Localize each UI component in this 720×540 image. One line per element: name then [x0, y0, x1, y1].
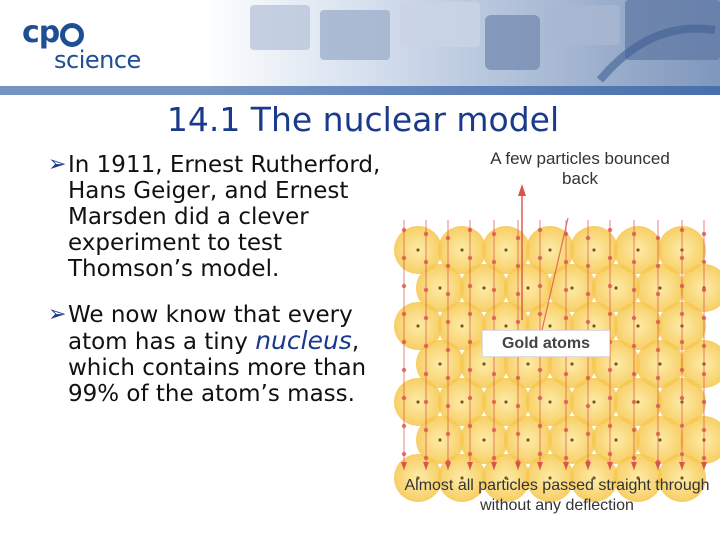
label-passed-through: Almost all particles passed straight through without any deflection [404, 477, 710, 514]
atom-nucleus [504, 248, 507, 251]
alpha-particle [632, 428, 636, 432]
alpha-particle [702, 344, 706, 348]
alpha-particle [702, 428, 706, 432]
rutherford-diagram [390, 140, 720, 530]
alpha-particle [424, 260, 428, 264]
atom-nucleus [504, 400, 507, 403]
alpha-particle [516, 404, 520, 408]
alpha-particle [680, 256, 684, 260]
alpha-particle [516, 292, 520, 296]
atom-nucleus [548, 324, 551, 327]
alpha-particle [468, 228, 472, 232]
alpha-particle [680, 312, 684, 316]
alpha-particle [608, 368, 612, 372]
atom-nucleus [438, 438, 441, 441]
atom-nucleus [460, 324, 463, 327]
atom-nucleus [526, 286, 529, 289]
alpha-particle [446, 348, 450, 352]
logo-cpo [22, 15, 141, 50]
alpha-particle [492, 260, 496, 264]
bullet-text-prefix: We now know that every atom has a tiny [68, 302, 353, 355]
label-gold-atoms: Gold atoms [482, 330, 610, 357]
alpha-particle [468, 396, 472, 400]
atom-nucleus [570, 286, 573, 289]
alpha-particle [608, 312, 612, 316]
alpha-particle [446, 292, 450, 296]
alpha-particle [424, 344, 428, 348]
alpha-particle [492, 456, 496, 460]
arrow-bullet-icon: ➢ [48, 302, 67, 327]
alpha-particle [424, 232, 428, 236]
atom-nucleus [504, 324, 507, 327]
alpha-particle [468, 424, 472, 428]
alpha-particle [424, 428, 428, 432]
alpha-particle [586, 432, 590, 436]
alpha-particle [586, 404, 590, 408]
alpha-particle [656, 292, 660, 296]
bullet-item [48, 152, 393, 282]
atom-nucleus [658, 286, 661, 289]
alpha-particle [492, 400, 496, 404]
alpha-particle [632, 344, 636, 348]
atom-nucleus [636, 400, 639, 403]
alpha-particle [702, 232, 706, 236]
alpha-particle [492, 288, 496, 292]
alpha-particle [656, 236, 660, 240]
alpha-particle [492, 232, 496, 236]
alpha-particle [632, 260, 636, 264]
alpha-particle [564, 400, 568, 404]
atom-nucleus [416, 248, 419, 251]
bullet-text: In 1911, Ernest Rutherford, Hans Geiger, and Ernest Marsden did a clever experiment to test Thomson’s model. [68, 152, 381, 282]
alpha-particle [516, 376, 520, 380]
alpha-particle [468, 368, 472, 372]
atom-nucleus [482, 362, 485, 365]
alpha-particle [446, 320, 450, 324]
bullet-emphasis: nucleus [255, 326, 352, 355]
atom-nucleus [592, 324, 595, 327]
alpha-particle [656, 404, 660, 408]
logo-science: science [54, 46, 141, 74]
logo-cpo-text: cp [22, 15, 60, 50]
alpha-particle [586, 376, 590, 380]
alpha-particle [632, 372, 636, 376]
alpha-particle [608, 284, 612, 288]
alpha-particle [680, 284, 684, 288]
bullet-list [48, 152, 393, 427]
atom-nucleus [416, 400, 419, 403]
atom-nucleus [592, 400, 595, 403]
slide-title: 14.1 The nuclear model [166, 100, 560, 139]
alpha-particle [564, 428, 568, 432]
alpha-particle [402, 424, 406, 428]
alpha-particle [564, 456, 568, 460]
atom-nucleus [570, 362, 573, 365]
atom-nucleus [416, 324, 419, 327]
alpha-particle [702, 260, 706, 264]
alpha-particle [656, 432, 660, 436]
alpha-particle [538, 256, 542, 260]
alpha-particle [608, 228, 612, 232]
alpha-particle [468, 256, 472, 260]
alpha-particle [564, 260, 568, 264]
alpha-particle [402, 228, 406, 232]
alpha-particle [586, 292, 590, 296]
atom-nucleus [526, 438, 529, 441]
alpha-particle [608, 424, 612, 428]
bullet-item [48, 302, 393, 407]
alpha-particle [702, 456, 706, 460]
alpha-particle [680, 452, 684, 456]
alpha-particle [680, 228, 684, 232]
alpha-particle [538, 228, 542, 232]
alpha-particle [424, 456, 428, 460]
alpha-particle [424, 400, 428, 404]
cpo-science-logo [22, 15, 141, 74]
atom-nucleus [636, 248, 639, 251]
atom-nucleus [460, 400, 463, 403]
alpha-particle [632, 316, 636, 320]
alpha-particle [538, 452, 542, 456]
atom-nucleus [460, 248, 463, 251]
alpha-particle [564, 372, 568, 376]
alpha-particle [446, 236, 450, 240]
alpha-particle [538, 396, 542, 400]
alpha-particle [632, 288, 636, 292]
alpha-particle [656, 376, 660, 380]
atom-nucleus [482, 286, 485, 289]
alpha-particle [564, 288, 568, 292]
atom-nucleus [548, 400, 551, 403]
atom-nucleus [438, 362, 441, 365]
alpha-particle [516, 264, 520, 268]
atom-nucleus [614, 286, 617, 289]
alpha-particle [680, 424, 684, 428]
atom-nucleus [570, 438, 573, 441]
alpha-particle [702, 288, 706, 292]
alpha-particle [656, 264, 660, 268]
alpha-particle [402, 396, 406, 400]
atom-nucleus [658, 362, 661, 365]
alpha-particle [538, 312, 542, 316]
header-banner [0, 0, 720, 95]
alpha-particle [402, 452, 406, 456]
alpha-particle [680, 396, 684, 400]
alpha-particle [402, 368, 406, 372]
alpha-particle [632, 232, 636, 236]
alpha-particle [538, 284, 542, 288]
alpha-particle [492, 372, 496, 376]
alpha-particle [402, 256, 406, 260]
atom-nucleus [482, 438, 485, 441]
alpha-particle [702, 372, 706, 376]
alpha-particle [586, 320, 590, 324]
label-bounced-back: A few particles bounced back [490, 149, 670, 188]
alpha-particle [468, 312, 472, 316]
alpha-particle [608, 452, 612, 456]
arrow-bullet-icon: ➢ [48, 152, 67, 177]
atom-nucleus [548, 248, 551, 251]
logo-o-ring [60, 23, 84, 47]
alpha-particle [446, 404, 450, 408]
alpha-particle [680, 368, 684, 372]
alpha-particle [632, 456, 636, 460]
alpha-particle [516, 236, 520, 240]
alpha-particle [446, 264, 450, 268]
atom-nucleus [614, 438, 617, 441]
alpha-particle [538, 424, 542, 428]
atom-nucleus [658, 438, 661, 441]
alpha-particle [656, 320, 660, 324]
alpha-particle [680, 340, 684, 344]
alpha-particle [564, 316, 568, 320]
alpha-particle [424, 316, 428, 320]
alpha-particle [632, 400, 636, 404]
alpha-particle [446, 432, 450, 436]
atom-nucleus [526, 362, 529, 365]
alpha-particle [402, 284, 406, 288]
alpha-particle [492, 428, 496, 432]
alpha-particle [424, 372, 428, 376]
atom-nucleus [636, 324, 639, 327]
alpha-particle [446, 376, 450, 380]
alpha-particle [586, 236, 590, 240]
atom-nucleus [438, 286, 441, 289]
alpha-particle [702, 316, 706, 320]
atom-nucleus [592, 248, 595, 251]
alpha-particle [608, 256, 612, 260]
alpha-particle [468, 340, 472, 344]
bullet-text-suffix: , which contains more than 99% of the atom’s mass. [68, 329, 367, 407]
atom-nucleus [614, 362, 617, 365]
alpha-particle [468, 452, 472, 456]
alpha-particle [402, 312, 406, 316]
alpha-particle [468, 284, 472, 288]
alpha-particle [516, 320, 520, 324]
alpha-particle [586, 264, 590, 268]
alpha-particle [492, 316, 496, 320]
alpha-particle [538, 368, 542, 372]
alpha-particle [702, 400, 706, 404]
alpha-particle [424, 288, 428, 292]
alpha-particle [516, 432, 520, 436]
alpha-particle [608, 396, 612, 400]
alpha-particle [402, 340, 406, 344]
alpha-particle [656, 348, 660, 352]
